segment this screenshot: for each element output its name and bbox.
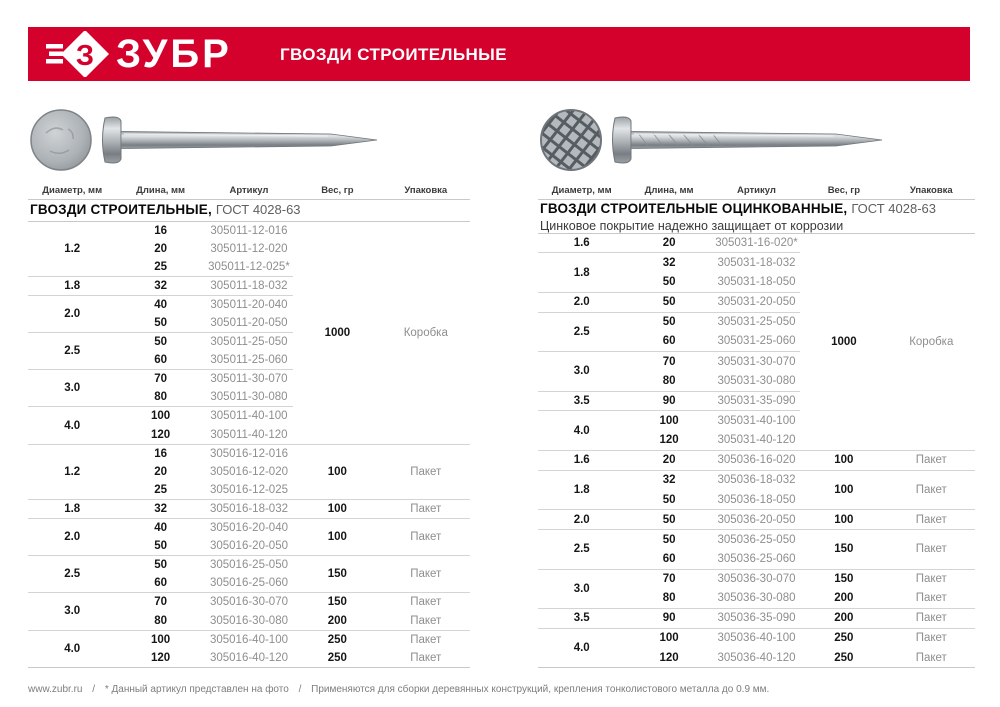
weight-cell: 100 xyxy=(800,470,887,510)
packaging-cell: Пакет xyxy=(888,609,975,629)
column-header-row xyxy=(538,182,975,199)
article-cell: 305036-25-060 xyxy=(717,552,796,565)
table-row xyxy=(538,470,975,490)
footer xyxy=(28,684,970,695)
article-cell: 305031-40-100 xyxy=(713,411,800,431)
packaging-cell: Пакет xyxy=(888,529,975,569)
table-row xyxy=(538,529,975,549)
article-cell: 305011-20-040 xyxy=(205,295,293,314)
length-cell: 70 xyxy=(625,352,712,372)
weight-cell: 150 xyxy=(293,556,381,593)
diameter-cell: 2.5 xyxy=(538,312,625,352)
packaging-cell: Пакет xyxy=(888,450,975,470)
length-cell: 20 xyxy=(154,242,167,255)
weight-cell: 100 xyxy=(293,444,381,500)
table-row xyxy=(28,630,470,649)
weight-cell: 100 xyxy=(293,519,381,556)
packaging-cell: Пакет xyxy=(410,614,442,627)
weight-cell: 250 xyxy=(327,651,347,664)
diameter-cell: 2.0 xyxy=(538,510,625,530)
zubr-logo-icon xyxy=(46,31,116,77)
length-cell: 50 xyxy=(625,312,712,332)
article-cell: 305031-20-050 xyxy=(713,292,800,312)
section-title: ГВОЗДИ СТРОИТЕЛЬНЫЕ, xyxy=(30,202,216,217)
length-cell: 50 xyxy=(662,493,676,506)
brand-name: ЗУБР xyxy=(116,32,232,76)
weight-cell: 150 xyxy=(293,593,381,612)
weight-cell: 100 xyxy=(293,500,381,519)
packaging-cell: Пакет xyxy=(915,592,947,605)
section-subtitle: Цинковое покрытие надежно защищает от коррозии xyxy=(540,218,844,233)
diameter-cell: 3.0 xyxy=(538,352,625,392)
article-cell: 305016-20-040 xyxy=(205,519,293,538)
packaging-cell: Пакет xyxy=(382,519,470,556)
table-row xyxy=(28,500,470,519)
length-cell: 60 xyxy=(662,335,676,348)
table-row xyxy=(538,609,975,629)
nails-galvanized-column xyxy=(538,103,975,668)
length-cell: 120 xyxy=(659,434,679,447)
packaging-cell: Пакет xyxy=(382,444,470,500)
length-cell: 25 xyxy=(154,484,167,497)
packaging-cell: Коробка xyxy=(382,221,470,444)
length-cell: 20 xyxy=(625,450,712,470)
table-row xyxy=(28,444,470,463)
footer-separator: / xyxy=(92,684,96,695)
footer-note-photo: * Данный артикул представлен на фото xyxy=(104,684,289,695)
diameter-cell: 3.5 xyxy=(538,609,625,629)
diameter-cell: 2.5 xyxy=(28,556,116,593)
length-cell: 32 xyxy=(116,500,204,519)
length-cell: 120 xyxy=(150,651,171,664)
article-cell: 305011-40-100 xyxy=(205,407,293,426)
article-cell: 305011-30-080 xyxy=(210,391,288,404)
column-header-row xyxy=(28,182,470,199)
diameter-cell: 2.5 xyxy=(538,529,625,569)
weight-cell: 200 xyxy=(834,592,854,605)
packaging-cell: Пакет xyxy=(888,470,975,510)
article-cell: 305036-18-032 xyxy=(713,470,800,490)
article-cell: 305016-12-025 xyxy=(209,484,288,497)
length-cell: 25 xyxy=(154,261,167,274)
table-row xyxy=(538,628,975,648)
length-cell: 120 xyxy=(150,428,171,441)
section-title-row xyxy=(28,199,470,221)
article-cell: 305031-30-070 xyxy=(713,352,800,372)
weight-cell: 250 xyxy=(293,630,381,649)
length-cell: 80 xyxy=(662,374,676,387)
section-title-gost: ГОСТ 4028-63 xyxy=(851,200,936,216)
length-cell: 16 xyxy=(116,444,204,463)
column-header: Вес, гр xyxy=(293,182,381,199)
diameter-cell: 2.0 xyxy=(28,519,116,556)
diameter-cell: 1.8 xyxy=(28,500,116,519)
length-cell: 90 xyxy=(625,609,712,629)
article-cell: 305031-25-050 xyxy=(713,312,800,332)
diameter-cell: 3.0 xyxy=(28,370,116,407)
length-cell: 120 xyxy=(659,651,679,664)
diameter-cell: 4.0 xyxy=(28,630,116,667)
article-cell: 305011-12-025* xyxy=(208,261,290,274)
footer-note-usage: Применяются для сборки деревянных конструкций, крепления тонколистового металла до 0.9 мм. xyxy=(311,684,770,695)
length-cell: 32 xyxy=(116,277,204,296)
section-title-gost: ГОСТ 4028-63 xyxy=(215,202,301,217)
article-cell: 305016-12-020 xyxy=(209,466,288,479)
length-cell: 50 xyxy=(625,510,712,530)
column-header: Упаковка xyxy=(382,182,470,199)
article-cell: 305011-12-020 xyxy=(210,242,288,255)
weight-cell: 1000 xyxy=(293,221,381,444)
packaging-cell: Пакет xyxy=(888,569,975,589)
article-cell: 305011-12-016 xyxy=(205,221,293,240)
length-cell: 20 xyxy=(625,233,712,253)
packaging-cell: Пакет xyxy=(888,510,975,530)
packaging-cell: Пакет xyxy=(382,630,470,649)
length-cell: 80 xyxy=(662,592,676,605)
length-cell: 50 xyxy=(116,556,204,575)
article-cell: 305011-25-060 xyxy=(210,354,288,367)
weight-cell: 100 xyxy=(800,510,887,530)
article-cell: 305011-18-032 xyxy=(205,277,293,296)
column-header: Длина, мм xyxy=(116,182,204,199)
article-cell: 305016-20-050 xyxy=(209,540,288,553)
article-cell: 305036-25-050 xyxy=(713,529,800,549)
diameter-cell: 1.8 xyxy=(538,253,625,293)
article-cell: 305036-40-100 xyxy=(713,628,800,648)
diameter-cell: 1.2 xyxy=(28,444,116,500)
length-cell: 40 xyxy=(116,519,204,538)
article-cell: 305036-40-120 xyxy=(717,651,796,664)
length-cell: 80 xyxy=(154,391,167,404)
footer-site-url: www.zubr.ru xyxy=(28,684,83,695)
article-cell: 305011-40-120 xyxy=(210,428,288,441)
length-cell: 16 xyxy=(116,221,204,240)
table-row xyxy=(28,556,470,575)
nails-galvanized-table xyxy=(538,182,975,668)
nails-plain-column xyxy=(28,103,470,668)
article-cell: 305031-30-080 xyxy=(717,374,796,387)
article-cell: 305016-40-100 xyxy=(205,630,293,649)
article-cell: 305031-16-020* xyxy=(713,233,800,253)
nail-photo-flat-head xyxy=(28,103,470,182)
column-header: Диаметр, мм xyxy=(538,182,625,199)
weight-cell: 200 xyxy=(327,614,347,627)
table-row xyxy=(28,519,470,538)
packaging-cell: Пакет xyxy=(410,651,442,664)
footer-separator: / xyxy=(298,684,302,695)
weight-cell: 250 xyxy=(834,651,854,664)
section-title-row xyxy=(538,199,975,233)
article-cell: 305031-18-032 xyxy=(713,253,800,273)
article-cell: 305036-30-070 xyxy=(713,569,800,589)
length-cell: 50 xyxy=(625,529,712,549)
diameter-cell: 3.0 xyxy=(28,593,116,630)
packaging-cell: Пакет xyxy=(382,556,470,593)
length-cell: 32 xyxy=(625,470,712,490)
length-cell: 50 xyxy=(625,292,712,312)
diameter-cell: 2.5 xyxy=(28,333,116,370)
length-cell: 70 xyxy=(116,370,204,389)
weight-cell: 100 xyxy=(800,450,887,470)
length-cell: 50 xyxy=(154,317,167,330)
length-cell: 40 xyxy=(116,295,204,314)
article-cell: 305031-25-060 xyxy=(717,335,796,348)
length-cell: 60 xyxy=(154,354,167,367)
diameter-cell: 2.0 xyxy=(538,292,625,312)
column-header: Вес, гр xyxy=(800,182,887,199)
nail-photo-galvanized-checkered-head xyxy=(538,103,975,182)
length-cell: 80 xyxy=(154,614,167,627)
column-header: Упаковка xyxy=(888,182,975,199)
weight-cell: 200 xyxy=(800,609,887,629)
column-header: Артикул xyxy=(205,182,293,199)
column-header: Длина, мм xyxy=(625,182,712,199)
length-cell: 100 xyxy=(625,628,712,648)
article-cell: 305016-25-050 xyxy=(205,556,293,575)
article-cell: 305011-20-050 xyxy=(210,317,288,330)
svg-text:З: З xyxy=(75,40,95,72)
table-row xyxy=(538,569,975,589)
article-cell: 305031-18-050 xyxy=(717,276,796,289)
diameter-cell: 2.0 xyxy=(28,295,116,332)
length-cell: 32 xyxy=(625,253,712,273)
article-cell: 305016-30-080 xyxy=(209,614,288,627)
article-cell: 305031-40-120 xyxy=(717,434,796,447)
table-row xyxy=(28,593,470,612)
article-cell: 305016-12-016 xyxy=(205,444,293,463)
length-cell: 70 xyxy=(625,569,712,589)
section-title: ГВОЗДИ СТРОИТЕЛЬНЫЕ ОЦИНКОВАННЫЕ, xyxy=(540,200,852,216)
packaging-cell: Пакет xyxy=(382,593,470,612)
weight-cell: 1000 xyxy=(800,233,887,450)
diameter-cell: 4.0 xyxy=(538,411,625,451)
diameter-cell: 4.0 xyxy=(28,407,116,444)
length-cell: 70 xyxy=(116,593,204,612)
diameter-cell: 1.6 xyxy=(538,450,625,470)
article-cell: 305016-30-070 xyxy=(205,593,293,612)
article-cell: 305036-20-050 xyxy=(713,510,800,530)
article-cell: 305031-35-090 xyxy=(713,391,800,411)
diameter-cell: 1.8 xyxy=(538,470,625,510)
column-header: Артикул xyxy=(713,182,800,199)
article-cell: 305011-30-070 xyxy=(205,370,293,389)
page-title: ГВОЗДИ СТРОИТЕЛЬНЫЕ xyxy=(280,45,507,64)
diameter-cell: 3.5 xyxy=(538,391,625,411)
packaging-cell: Коробка xyxy=(888,233,975,450)
length-cell: 60 xyxy=(662,552,676,565)
article-cell: 305016-40-120 xyxy=(209,651,288,664)
diameter-cell: 1.6 xyxy=(538,233,625,253)
table-row xyxy=(538,510,975,530)
length-cell: 90 xyxy=(625,391,712,411)
table-row xyxy=(538,233,975,253)
brand-banner xyxy=(28,27,970,81)
article-cell: 305036-18-050 xyxy=(717,493,796,506)
article-cell: 305036-16-020 xyxy=(713,450,800,470)
length-cell: 50 xyxy=(116,333,204,352)
weight-cell: 150 xyxy=(800,529,887,569)
length-cell: 50 xyxy=(154,540,167,553)
diameter-cell: 1.2 xyxy=(28,221,116,277)
weight-cell: 250 xyxy=(800,628,887,648)
article-cell: 305036-35-090 xyxy=(713,609,800,629)
packaging-cell: Пакет xyxy=(915,651,947,664)
article-cell: 305016-18-032 xyxy=(205,500,293,519)
packaging-cell: Пакет xyxy=(382,500,470,519)
weight-cell: 150 xyxy=(800,569,887,589)
nails-plain-table xyxy=(28,182,470,668)
article-cell: 305016-25-060 xyxy=(209,577,288,590)
packaging-cell: Пакет xyxy=(888,628,975,648)
length-cell: 100 xyxy=(116,407,204,426)
length-cell: 60 xyxy=(154,577,167,590)
table-row xyxy=(538,450,975,470)
article-cell: 305036-30-080 xyxy=(717,592,796,605)
length-cell: 100 xyxy=(625,411,712,431)
column-header: Диаметр, мм xyxy=(28,182,116,199)
length-cell: 50 xyxy=(662,276,676,289)
length-cell: 20 xyxy=(154,466,167,479)
diameter-cell: 4.0 xyxy=(538,628,625,668)
diameter-cell: 1.8 xyxy=(28,277,116,296)
article-cell: 305011-25-050 xyxy=(205,333,293,352)
table-row xyxy=(28,221,470,240)
length-cell: 100 xyxy=(116,630,204,649)
diameter-cell: 3.0 xyxy=(538,569,625,609)
